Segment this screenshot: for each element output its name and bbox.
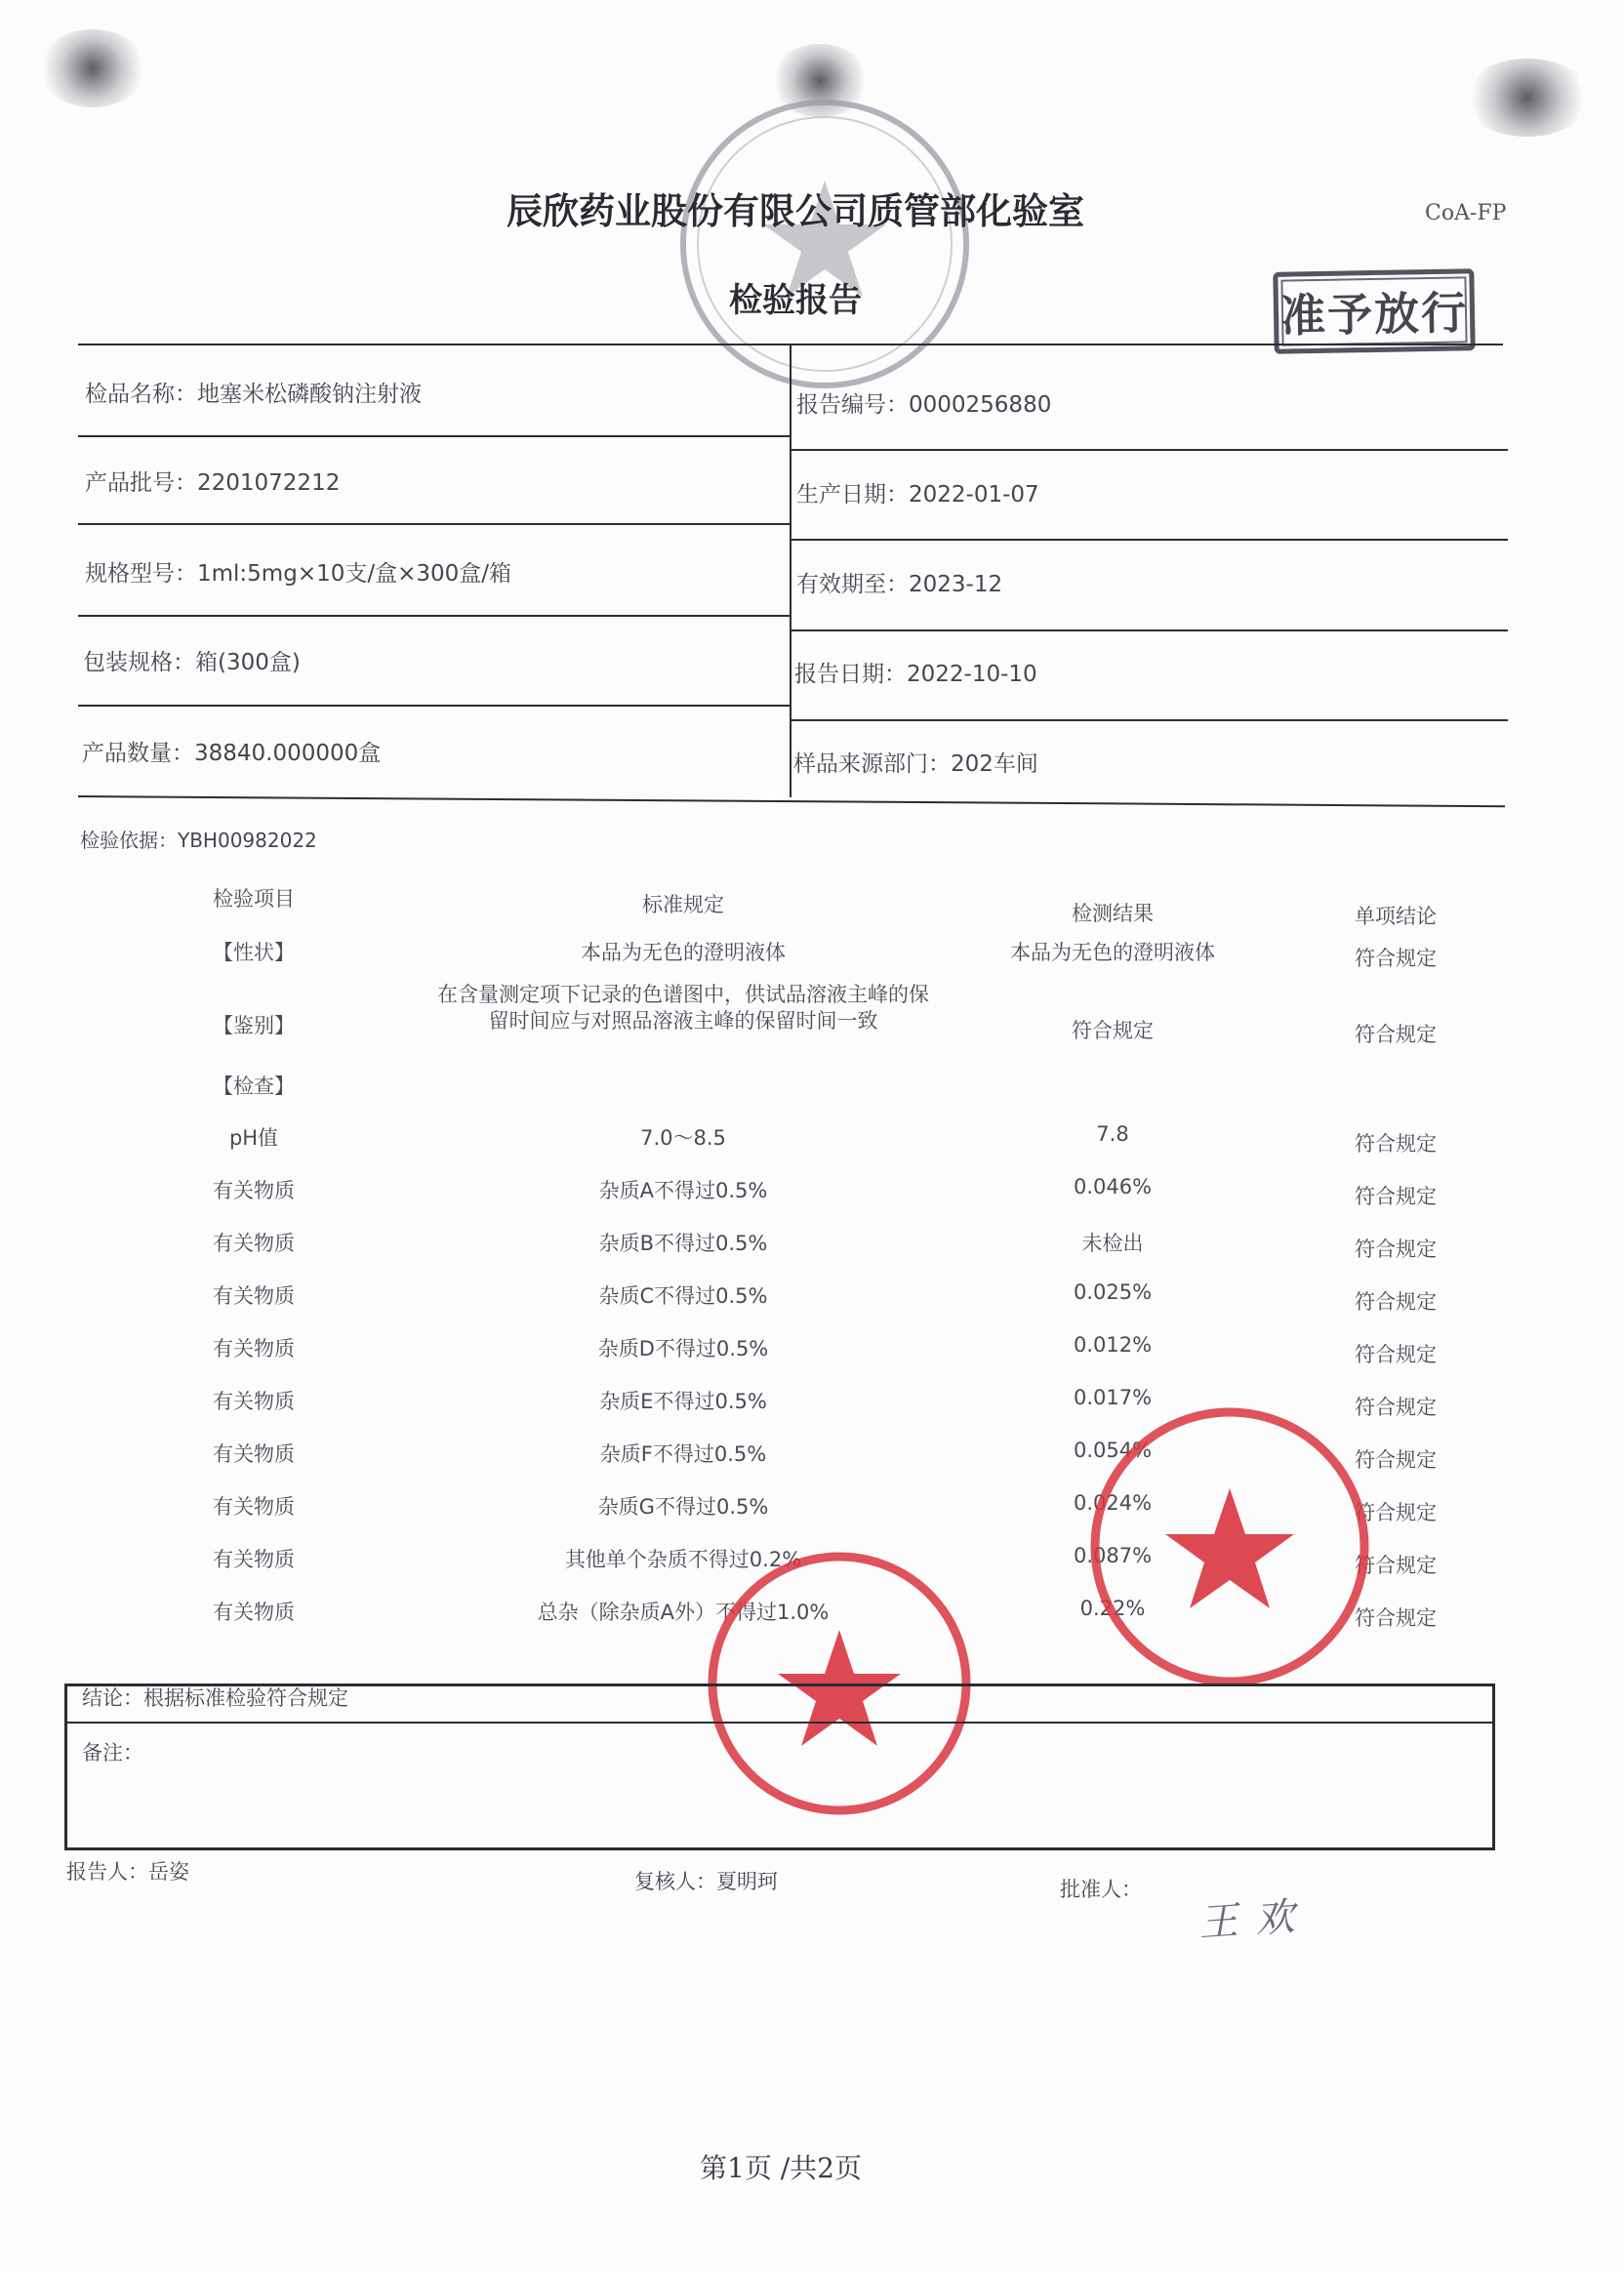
row-conclusion: 符合规定 <box>1355 1501 1437 1524</box>
row-item: 有关物质 <box>213 1495 295 1519</box>
reviewer: 复核人：夏明珂 <box>634 1870 778 1893</box>
approver-signature <box>1197 1885 1314 1948</box>
row-standard: 杂质A不得过0.5% <box>598 1179 768 1202</box>
spec: 规格型号：1ml:5mg×10支/盒×300盒/箱 <box>85 561 512 587</box>
form-code: CoA-FP <box>1425 201 1507 225</box>
row-conclusion: 符合规定 <box>1355 947 1437 970</box>
info-line <box>78 435 791 437</box>
row-conclusion: 符合规定 <box>1355 1132 1437 1156</box>
info-divider <box>790 344 792 797</box>
row-result: 0.046% <box>1073 1175 1153 1198</box>
org-title: 辰欣药业股份有限公司质管部化验室 <box>507 190 1084 232</box>
report-no: 报告编号：0000256880 <box>796 392 1052 418</box>
row-standard: 杂质G不得过0.5% <box>597 1495 769 1519</box>
report-date: 报告日期：2022-10-10 <box>794 662 1037 687</box>
scan-smudge <box>39 29 146 107</box>
row-result: 0.22% <box>1079 1597 1146 1620</box>
header-result: 检测结果 <box>1072 902 1154 925</box>
row-result: 0.087% <box>1073 1544 1153 1567</box>
conclusion-divider <box>64 1722 1493 1724</box>
release-stamp-text: 准予放行 <box>1279 286 1469 343</box>
row-item: 有关物质 <box>213 1442 295 1466</box>
row-result: 符合规定 <box>1072 1019 1154 1042</box>
row-result: 0.012% <box>1073 1333 1153 1357</box>
row-result: 0.024% <box>1073 1491 1153 1515</box>
row-standard: 其他单个杂质不得过0.2% <box>564 1548 802 1571</box>
row-standard: 杂质B不得过0.5% <box>598 1232 768 1255</box>
row-result: 0.017% <box>1073 1386 1153 1409</box>
row-conclusion: 符合规定 <box>1355 1554 1437 1577</box>
row-conclusion: 符合规定 <box>1355 1185 1437 1208</box>
row-standard: 杂质E不得过0.5% <box>599 1390 767 1413</box>
row-conclusion: 符合规定 <box>1355 1237 1437 1261</box>
row-standard: 本品为无色的澄明液体 <box>581 941 786 964</box>
row-item: 有关物质 <box>213 1390 295 1413</box>
row-conclusion: 符合规定 <box>1355 1396 1437 1419</box>
release-stamp <box>1273 268 1475 354</box>
sample-source: 样品来源部门：202车间 <box>793 751 1038 777</box>
batch-no: 产品批号：2201072212 <box>85 470 341 496</box>
row-item: pH值 <box>228 1126 279 1150</box>
test-basis: 检验依据：YBH00982022 <box>80 829 317 852</box>
gray-seal-stamp <box>664 88 986 400</box>
production-date: 生产日期：2022-01-07 <box>796 482 1039 507</box>
row-result: 本品为无色的澄明液体 <box>1010 941 1215 964</box>
reporter: 报告人：岳姿 <box>66 1860 189 1884</box>
row-standard: 总杂（除杂质A外）不得过1.0% <box>537 1601 830 1624</box>
info-line <box>791 449 1508 451</box>
row-item: 【检查】 <box>213 1075 295 1098</box>
quantity: 产品数量：38840.000000盒 <box>82 741 382 766</box>
approver: 批准人： <box>1060 1878 1142 1901</box>
row-standard: 在含量测定项下记录的色谱图中，供试品溶液主峰的保留时间应与对照品溶液主峰的保留时间一致 <box>437 983 929 1033</box>
approver-signature-text: 王欢 <box>1197 1893 1314 1946</box>
info-line <box>791 539 1508 541</box>
info-line <box>791 719 1508 721</box>
row-item: 有关物质 <box>213 1232 295 1255</box>
row-result: 未检出 <box>1081 1232 1144 1255</box>
row-item: 【性状】 <box>213 941 295 964</box>
row-item: 有关物质 <box>213 1284 295 1308</box>
conclusion-text: 结论：根据标准检验符合规定 <box>82 1686 348 1710</box>
header-item: 检验项目 <box>213 887 295 911</box>
row-conclusion: 符合规定 <box>1355 1290 1437 1314</box>
scan-smudge <box>1464 59 1591 137</box>
info-line <box>78 705 791 707</box>
row-conclusion: 符合规定 <box>1355 1343 1437 1366</box>
info-line <box>78 523 791 525</box>
header-standard: 标准规定 <box>642 893 724 916</box>
header-conclusion: 单项结论 <box>1355 905 1437 928</box>
red-seal-right <box>1074 1396 1386 1698</box>
row-result: 0.025% <box>1073 1280 1153 1304</box>
row-standard: 杂质C不得过0.5% <box>598 1284 768 1308</box>
row-conclusion: 符合规定 <box>1355 1023 1437 1046</box>
row-standard: 杂质D不得过0.5% <box>597 1337 769 1360</box>
page-number: 第1页 /共2页 <box>700 2152 862 2184</box>
row-item: 有关物质 <box>213 1548 295 1571</box>
row-conclusion: 符合规定 <box>1355 1448 1437 1472</box>
row-result: 0.054% <box>1073 1439 1153 1462</box>
row-standard: 7.0～8.5 <box>640 1126 726 1150</box>
row-item: 【鉴别】 <box>213 1014 295 1037</box>
info-line <box>791 629 1508 631</box>
row-item: 有关物质 <box>213 1179 295 1202</box>
packaging: 包装规格：箱(300盒) <box>83 650 301 675</box>
row-item: 有关物质 <box>213 1337 295 1360</box>
product-name: 检品名称：地塞米松磷酸钠注射液 <box>85 382 422 407</box>
row-result: 7.8 <box>1096 1122 1129 1146</box>
row-item: 有关物质 <box>213 1601 295 1624</box>
remarks-label: 备注： <box>82 1741 143 1765</box>
row-conclusion: 符合规定 <box>1355 1606 1437 1630</box>
report-title: 检验报告 <box>729 281 862 320</box>
info-line <box>78 615 791 617</box>
expiry-date: 有效期至：2023-12 <box>796 572 1003 597</box>
row-standard: 杂质F不得过0.5% <box>599 1442 767 1466</box>
